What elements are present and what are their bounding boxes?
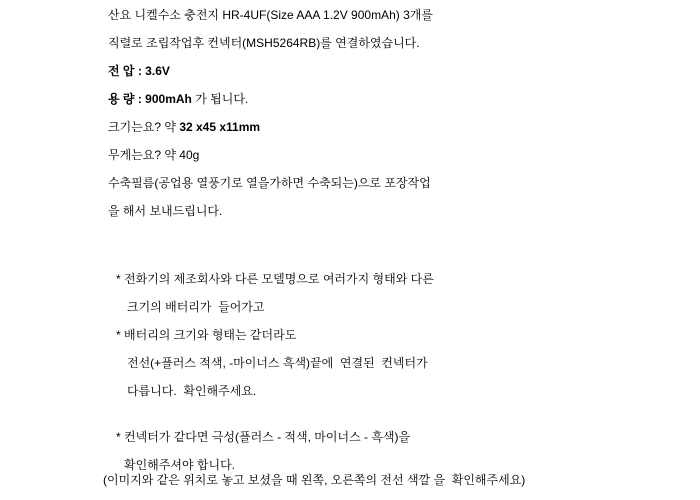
text-line bbox=[116, 272, 434, 286]
text-segment: 전선(+플러스 적색, -마이너스 흑색)끝에 연결된 컨넥터가 bbox=[127, 356, 428, 370]
text-line bbox=[127, 356, 428, 370]
text-line bbox=[108, 64, 170, 78]
text-segment: 크기의 배터리가 들어가고 bbox=[127, 300, 265, 314]
text-segment: 직렬로 조립작업후 컨넥터(MSH5264RB)를 연결하였습니다. bbox=[108, 36, 420, 50]
text-segment: 을 해서 보내드립니다. bbox=[108, 204, 223, 218]
text-line bbox=[108, 148, 199, 162]
text-line bbox=[124, 458, 235, 472]
text-segment: 다릅니다. 확인해주세요. bbox=[127, 384, 257, 398]
text-segment: 전 압 : 3.6V bbox=[108, 64, 170, 78]
text-line bbox=[108, 8, 433, 22]
text-line bbox=[108, 120, 260, 134]
text-line bbox=[108, 36, 420, 50]
text-segment: 32 x45 x11mm bbox=[179, 120, 261, 134]
text-segment: * 컨넥터가 같다면 극성(플러스 - 적색, 마이너스 - 흑색)을 bbox=[116, 430, 411, 444]
text-segment: (이미지와 같은 위치로 놓고 보셨을 때 왼쪽, 오른쪽의 전선 색깔 을 확인해주세요) bbox=[103, 473, 526, 487]
text-line bbox=[116, 430, 410, 444]
text-line bbox=[108, 176, 431, 190]
text-segment: 수축필름(공업용 열풍기로 열을가하면 수축되는)으로 포장작업 bbox=[108, 176, 431, 190]
text-line bbox=[108, 92, 248, 106]
text-segment: * 배터리의 크기와 형태는 같더라도 bbox=[116, 328, 297, 342]
text-segment: 용 량 : 900mAh bbox=[108, 92, 192, 106]
text-segment: 크기는요? 약 bbox=[108, 120, 180, 134]
text-segment: * 전화기의 제조회사와 다른 모델명으로 여러가지 형태와 다른 bbox=[116, 272, 434, 286]
text-line bbox=[127, 300, 265, 314]
text-line bbox=[103, 473, 525, 487]
text-line bbox=[108, 204, 222, 218]
text-segment: 가 됩니다. bbox=[191, 92, 249, 106]
text-line bbox=[127, 384, 256, 398]
text-segment: 산요 니켈수소 충전지 HR-4UF(Size AAA 1.2V 900mAh) 3개를 bbox=[108, 8, 433, 22]
text-line bbox=[116, 328, 296, 342]
text-segment: 확인해주셔야 합니다. bbox=[124, 458, 235, 472]
text-segment: 무게는요? 약 40g bbox=[108, 148, 200, 162]
